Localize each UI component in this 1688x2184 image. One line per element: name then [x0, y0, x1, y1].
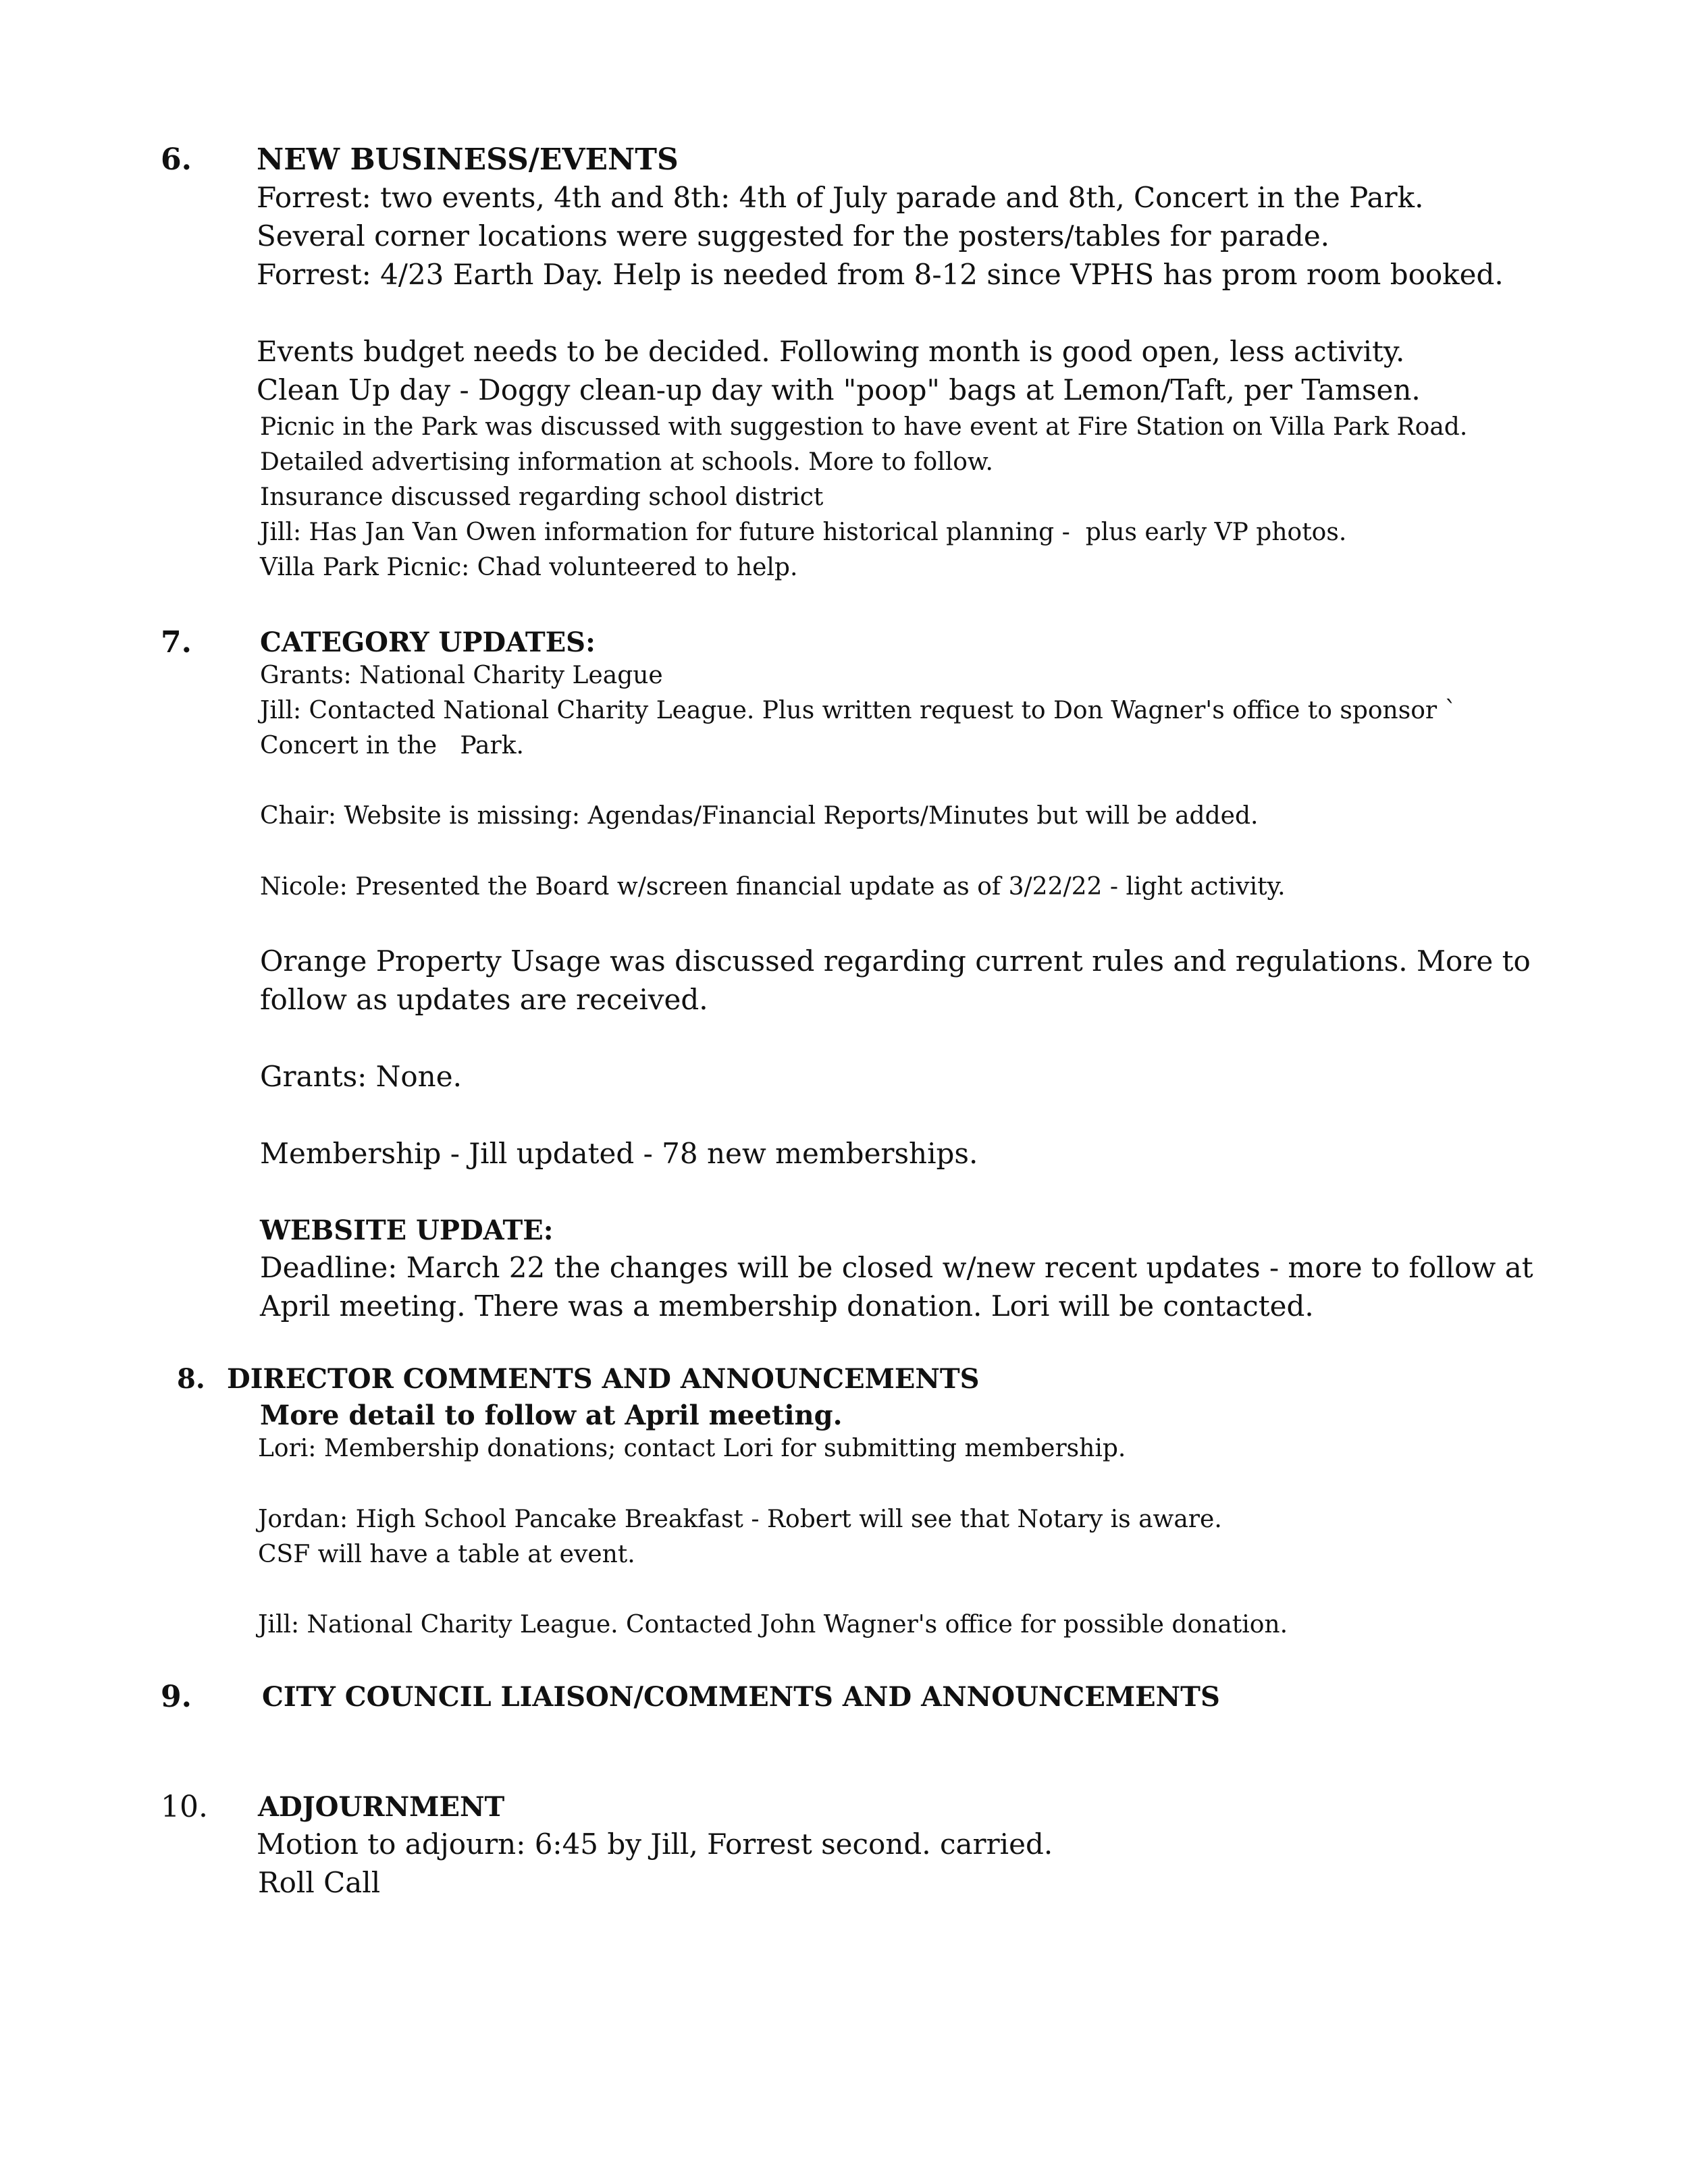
website-update-heading: WEBSITE UPDATE:	[260, 1215, 554, 1246]
section-6-line: Detailed advertising information at schools. More to follow.	[260, 448, 993, 476]
website-update-line: April meeting. There was a membership donation. Lori will be contacted.	[260, 1289, 1314, 1323]
section-6-line: Several corner locations were suggested for the posters/tables for parade.	[257, 219, 1330, 252]
section-8-line: CSF will have a table at event.	[258, 1541, 635, 1568]
section-6-line: Villa Park Picnic: Chad volunteered to help.	[260, 554, 798, 581]
section-6-line: Events budget needs to be decided. Following month is good open, less activity.	[257, 335, 1405, 368]
section-6-heading: NEW BUSINESS/EVENTS	[257, 142, 679, 177]
section-7-line: Concert in the Park.	[260, 732, 524, 760]
section-6-line: Forrest: two events, 4th and 8th: 4th of July parade and 8th, Concert in the Park.	[257, 181, 1424, 214]
section-8-heading: DIRECTOR COMMENTS AND ANNOUNCEMENTS	[227, 1363, 980, 1395]
section-8-line: Jill: National Charity League. Contacted John Wagner's office for possible donation.	[258, 1611, 1288, 1639]
section-7-line: Jill: Contacted National Charity League. Plus written request to Don Wagner's office to sponsor `	[260, 697, 1457, 724]
website-update-line: Deadline: March 22 the changes will be closed w/new recent updates - more to follow at	[260, 1251, 1533, 1284]
section-6-line: Clean Up day - Doggy clean-up day with "poop" bags at Lemon/Taft, per Tamsen.	[257, 373, 1421, 406]
section-6-line: Insurance discussed regarding school district	[260, 483, 824, 511]
section-7-line: Membership - Jill updated - 78 new memberships.	[260, 1137, 978, 1170]
section-9-heading: CITY COUNCIL LIAISON/COMMENTS AND ANNOUNCEMENTS	[262, 1681, 1220, 1713]
section-10-line: Roll Call	[258, 1866, 381, 1899]
section-8-line: Jordan: High School Pancake Breakfast - Robert will see that Notary is aware.	[258, 1506, 1222, 1533]
section-7-line: Grants: None.	[260, 1060, 462, 1093]
section-10-heading: ADJOURNMENT	[258, 1791, 505, 1823]
section-10-number: 10.	[161, 1790, 208, 1824]
section-8-number: 8.	[177, 1363, 205, 1395]
section-6-number: 6.	[161, 142, 192, 177]
section-9-number: 9.	[161, 1680, 192, 1714]
section-6-line: Jill: Has Jan Van Owen information for future historical planning - plus early VP photos.	[260, 518, 1347, 546]
section-8-subheading: More detail to follow at April meeting.	[260, 1400, 843, 1431]
section-7-heading: CATEGORY UPDATES:	[260, 627, 596, 658]
section-7-line: Chair: Website is missing: Agendas/Financial Reports/Minutes but will be added.	[260, 802, 1259, 830]
section-6-line: Forrest: 4/23 Earth Day. Help is needed from 8-12 since VPHS has prom room booked.	[257, 258, 1504, 291]
section-7-line: follow as updates are received.	[260, 983, 708, 1016]
section-7-line: Nicole: Presented the Board w/screen financial update as of 3/22/22 - light activity.	[260, 873, 1286, 901]
section-6-line: Picnic in the Park was discussed with suggestion to have event at Fire Station on Villa Park Road.	[260, 413, 1468, 441]
section-7-line: Orange Property Usage was discussed regarding current rules and regulations. More to	[260, 944, 1531, 978]
section-10-line: Motion to adjourn: 6:45 by Jill, Forrest second. carried.	[257, 1828, 1053, 1861]
section-8-line: Lori: Membership donations; contact Lori for submitting membership.	[258, 1435, 1126, 1462]
section-7-line: Grants: National Charity League	[260, 662, 663, 689]
section-7-number: 7.	[161, 625, 192, 660]
